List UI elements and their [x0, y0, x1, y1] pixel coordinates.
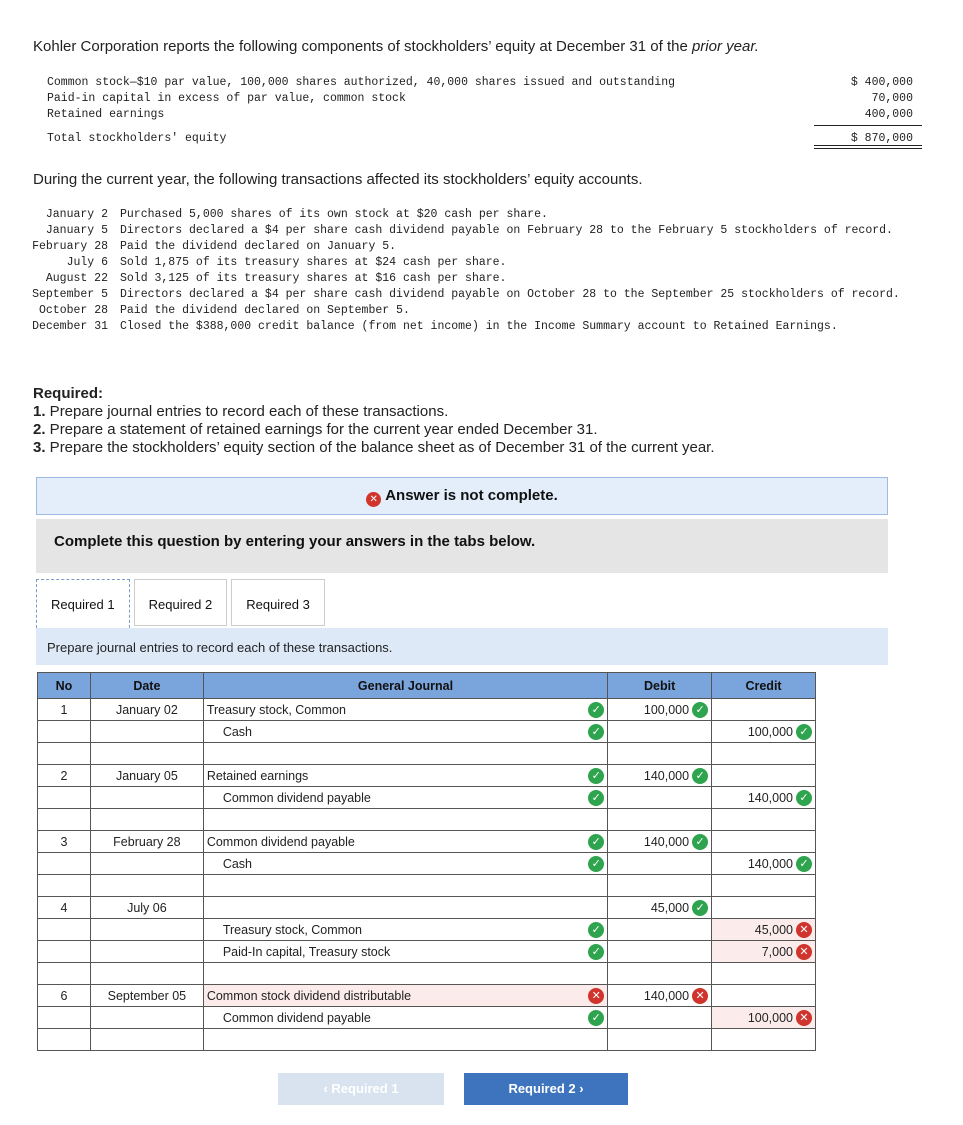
correct-check-icon: ✓	[588, 1010, 604, 1026]
account-name: Treasury stock, Common	[222, 922, 362, 937]
debit-cell[interactable]	[608, 765, 712, 787]
journal-row	[38, 765, 816, 787]
account-cell[interactable]	[203, 941, 607, 963]
journal-row	[38, 787, 816, 809]
account-cell[interactable]	[203, 831, 607, 853]
account-cell[interactable]	[203, 853, 607, 875]
entry-date-cell[interactable]	[90, 1007, 203, 1029]
credit-amount: 140,000	[747, 790, 793, 805]
col-header-credit: Credit	[712, 673, 816, 699]
status-bar	[36, 477, 888, 515]
equity-total-double-rule	[814, 145, 922, 149]
account-cell[interactable]	[203, 1007, 607, 1029]
entry-date-cell[interactable]	[90, 941, 203, 963]
prev-required-button[interactable]: ‹ Required 1	[278, 1073, 444, 1105]
equity-amount: $ 400,000	[850, 76, 913, 89]
entry-number-cell	[38, 919, 91, 941]
credit-amount: 45,000	[754, 922, 793, 937]
entry-number-cell: 4	[38, 897, 91, 919]
required-block	[33, 385, 715, 457]
transaction-date: July 6	[66, 256, 108, 269]
entry-number-cell	[38, 1007, 91, 1029]
required-item-text: Prepare the stockholders’ equity section of the balance sheet as of December 31 of the current year.	[45, 439, 715, 456]
transaction-row	[30, 303, 955, 319]
account-cell[interactable]	[203, 985, 607, 1007]
entry-number-cell: 6	[38, 985, 91, 1007]
debit-cell[interactable]	[608, 897, 712, 919]
equity-row	[47, 107, 923, 123]
incorrect-x-icon: ✕	[796, 944, 812, 960]
journal-row	[38, 809, 816, 831]
correct-check-icon: ✓	[796, 856, 812, 872]
credit-cell[interactable]	[712, 963, 816, 985]
general-journal-table	[37, 672, 816, 1051]
correct-check-icon: ✓	[588, 944, 604, 960]
incorrect-x-icon: ✕	[796, 922, 812, 938]
debit-cell[interactable]	[608, 985, 712, 1007]
transaction-description: Closed the $388,000 credit balance (from net income) in the Income Summary account to Retained Earnings.	[120, 320, 838, 333]
account-name: Paid-In capital, Treasury stock	[222, 944, 391, 959]
col-header-debit: Debit	[608, 673, 712, 699]
debit-cell[interactable]	[608, 963, 712, 985]
entry-number-cell	[38, 721, 91, 743]
required-heading: Required:	[33, 385, 104, 402]
tab-required-1[interactable]: Required 1	[36, 579, 130, 628]
transaction-date: October 28	[38, 304, 108, 317]
entry-number-cell: 1	[38, 699, 91, 721]
account-cell[interactable]	[203, 919, 607, 941]
transaction-row	[30, 319, 955, 335]
required-item-text: Prepare journal entries to record each of these transactions.	[45, 403, 449, 420]
credit-cell[interactable]	[712, 765, 816, 787]
required-item-number: 1.	[33, 403, 46, 420]
account-name: Cash	[222, 724, 253, 739]
credit-cell[interactable]	[712, 699, 816, 721]
required-item	[33, 403, 715, 421]
equity-amount: 70,000	[871, 92, 913, 105]
correct-check-icon: ✓	[692, 834, 708, 850]
credit-cell[interactable]	[712, 919, 816, 941]
debit-cell[interactable]	[608, 853, 712, 875]
transaction-list	[30, 207, 955, 335]
transaction-row	[30, 207, 955, 223]
journal-row	[38, 699, 816, 721]
col-header-date: Date	[90, 673, 203, 699]
tab-required-2[interactable]: Required 2	[134, 579, 228, 626]
credit-cell[interactable]	[712, 743, 816, 765]
entry-number-cell	[38, 875, 91, 897]
credit-cell[interactable]	[712, 985, 816, 1007]
equity-row	[47, 91, 923, 107]
journal-row	[38, 853, 816, 875]
correct-check-icon: ✓	[588, 724, 604, 740]
correct-check-icon: ✓	[588, 790, 604, 806]
transaction-row	[30, 287, 955, 303]
transaction-row	[30, 255, 955, 271]
transaction-date: January 5	[45, 224, 108, 237]
correct-check-icon: ✓	[692, 768, 708, 784]
complete-instructions: Complete this question by entering your answers in the tabs below.	[36, 519, 888, 573]
required-item-text: Prepare a statement of retained earnings for the current year ended December 31.	[45, 421, 598, 438]
debit-cell[interactable]	[608, 1029, 712, 1051]
credit-cell[interactable]	[712, 875, 816, 897]
credit-cell[interactable]	[712, 1029, 816, 1051]
account-name: Retained earnings	[206, 768, 309, 783]
journal-row	[38, 721, 816, 743]
equity-total-label: Total stockholders' equity	[47, 132, 227, 145]
journal-row	[38, 743, 816, 765]
entry-date-cell[interactable]	[90, 919, 203, 941]
transaction-row	[30, 239, 955, 255]
entry-date-cell[interactable]	[90, 963, 203, 985]
journal-row	[38, 1029, 816, 1051]
account-cell[interactable]	[203, 721, 607, 743]
next-required-button[interactable]: Required 2 ›	[464, 1073, 628, 1105]
transaction-description: Paid the dividend declared on January 5.	[120, 240, 397, 253]
account-cell[interactable]	[203, 699, 607, 721]
correct-check-icon: ✓	[588, 768, 604, 784]
equity-label: Paid-in capital in excess of par value, common stock	[47, 92, 406, 105]
correct-check-icon: ✓	[588, 856, 604, 872]
account-name: Common stock dividend distributable	[206, 988, 412, 1003]
account-cell[interactable]	[203, 765, 607, 787]
credit-amount: 140,000	[747, 856, 793, 871]
correct-check-icon: ✓	[588, 922, 604, 938]
debit-amount: 140,000	[643, 834, 690, 849]
transaction-row	[30, 271, 955, 287]
debit-cell[interactable]	[608, 809, 712, 831]
debit-cell[interactable]	[608, 875, 712, 897]
debit-cell[interactable]	[608, 721, 712, 743]
credit-cell[interactable]	[712, 787, 816, 809]
journal-row	[38, 919, 816, 941]
equity-amount: 400,000	[864, 108, 913, 121]
debit-amount: 140,000	[643, 768, 690, 783]
equity-label: Retained earnings	[47, 108, 165, 121]
entry-number-cell: 2	[38, 765, 91, 787]
debit-cell[interactable]	[608, 919, 712, 941]
transaction-date: February 28	[32, 240, 108, 253]
transaction-date: September 5	[32, 288, 108, 301]
entry-date-cell[interactable]	[90, 743, 203, 765]
account-cell[interactable]	[203, 743, 607, 765]
credit-cell[interactable]	[712, 721, 816, 743]
credit-cell[interactable]	[712, 831, 816, 853]
entry-number-cell	[38, 1029, 91, 1051]
col-header-no: No	[38, 673, 91, 699]
debit-cell[interactable]	[608, 743, 712, 765]
equity-row	[47, 75, 923, 91]
incorrect-x-icon: ✕	[588, 988, 604, 1004]
equity-total-amount: $ 870,000	[850, 132, 913, 145]
journal-row	[38, 875, 816, 897]
equity-label: Common stock—$10 par value, 100,000 shares authorized, 40,000 shares issued and outstanding	[47, 76, 676, 89]
credit-cell[interactable]	[712, 1007, 816, 1029]
correct-check-icon: ✓	[588, 702, 604, 718]
debit-cell[interactable]	[608, 1007, 712, 1029]
account-cell[interactable]	[203, 897, 607, 919]
credit-cell[interactable]	[712, 809, 816, 831]
transaction-description: Sold 3,125 of its treasury shares at $16 cash per share.	[120, 272, 507, 285]
transaction-description: Paid the dividend declared on September 5.	[120, 304, 410, 317]
credit-cell[interactable]	[712, 853, 816, 875]
journal-row	[38, 1007, 816, 1029]
account-name: Common dividend payable	[222, 1010, 371, 1025]
journal-row	[38, 941, 816, 963]
account-cell[interactable]	[203, 1029, 607, 1051]
entry-number-cell	[38, 787, 91, 809]
entry-date-cell[interactable]	[90, 853, 203, 875]
debit-cell[interactable]	[608, 831, 712, 853]
required-item-number: 3.	[33, 439, 46, 456]
required-item	[33, 439, 715, 457]
debit-cell[interactable]	[608, 699, 712, 721]
credit-cell[interactable]	[712, 897, 816, 919]
entry-date-cell[interactable]: February 28	[90, 831, 203, 853]
tab-bar	[36, 579, 329, 628]
error-icon: ✕	[366, 492, 381, 507]
entry-number-cell	[38, 941, 91, 963]
entry-date-cell[interactable]: January 05	[90, 765, 203, 787]
col-header-general-journal: General Journal	[203, 673, 607, 699]
account-cell[interactable]	[203, 809, 607, 831]
journal-row	[38, 831, 816, 853]
correct-check-icon: ✓	[692, 900, 708, 916]
credit-amount: 7,000	[761, 944, 793, 959]
account-name: Common dividend payable	[222, 790, 371, 805]
debit-cell[interactable]	[608, 941, 712, 963]
journal-row	[38, 963, 816, 985]
entry-date-cell[interactable]: July 06	[90, 897, 203, 919]
entry-number-cell	[38, 853, 91, 875]
credit-amount: 100,000	[747, 1010, 793, 1025]
incorrect-x-icon: ✕	[692, 988, 708, 1004]
intro-text: Kohler Corporation reports the following components of stockholders’ equity at December 31 of the prior year.	[33, 38, 759, 55]
account-cell[interactable]	[203, 875, 607, 897]
debit-amount: 140,000	[643, 988, 690, 1003]
transaction-description: Purchased 5,000 shares of its own stock at $20 cash per share.	[120, 208, 548, 221]
incorrect-x-icon: ✕	[796, 1010, 812, 1026]
transaction-row	[30, 223, 955, 239]
credit-cell[interactable]	[712, 941, 816, 963]
account-name: Cash	[222, 856, 253, 871]
journal-row	[38, 897, 816, 919]
transaction-description: Sold 1,875 of its treasury shares at $24 cash per share.	[120, 256, 507, 269]
required-item	[33, 421, 715, 439]
status-text: Answer is not complete.	[385, 487, 558, 504]
debit-amount: 45,000	[650, 900, 690, 915]
entry-date-cell[interactable]	[90, 809, 203, 831]
transaction-description: Directors declared a $4 per share cash dividend payable on October 28 to the September 25 stockholders of record.	[120, 288, 900, 301]
entry-number-cell	[38, 963, 91, 985]
journal-row	[38, 985, 816, 1007]
transaction-description: Directors declared a $4 per share cash dividend payable on February 28 to the February 5 stockholders of record.	[120, 224, 893, 237]
debit-amount: 100,000	[643, 702, 690, 717]
correct-check-icon: ✓	[692, 702, 708, 718]
correct-check-icon: ✓	[796, 724, 812, 740]
required-item-number: 2.	[33, 421, 46, 438]
entry-date-cell[interactable]: January 02	[90, 699, 203, 721]
entry-number-cell: 3	[38, 831, 91, 853]
equity-subtotal-rule	[814, 125, 922, 126]
debit-cell[interactable]	[608, 787, 712, 809]
account-cell[interactable]	[203, 787, 607, 809]
credit-amount: 100,000	[747, 724, 793, 739]
account-name: Treasury stock, Common	[206, 702, 346, 717]
entry-date-cell[interactable]	[90, 875, 203, 897]
correct-check-icon: ✓	[588, 834, 604, 850]
transaction-date: January 2	[45, 208, 108, 221]
correct-check-icon: ✓	[796, 790, 812, 806]
equity-total-row	[47, 131, 923, 147]
entry-date-cell[interactable]: September 05	[90, 985, 203, 1007]
tab-instruction: Prepare journal entries to record each of these transactions.	[36, 628, 888, 665]
entry-date-cell[interactable]	[90, 1029, 203, 1051]
entry-date-cell[interactable]	[90, 721, 203, 743]
equity-table	[47, 75, 923, 147]
transaction-date: August 22	[45, 272, 108, 285]
transaction-date: December 31	[32, 320, 108, 333]
during-text: During the current year, the following transactions affected its stockholders’ equity accounts.	[33, 171, 643, 188]
entry-number-cell	[38, 743, 91, 765]
tab-required-3[interactable]: Required 3	[231, 579, 325, 626]
entry-date-cell[interactable]	[90, 787, 203, 809]
account-cell[interactable]	[203, 963, 607, 985]
entry-number-cell	[38, 809, 91, 831]
account-name: Common dividend payable	[206, 834, 355, 849]
